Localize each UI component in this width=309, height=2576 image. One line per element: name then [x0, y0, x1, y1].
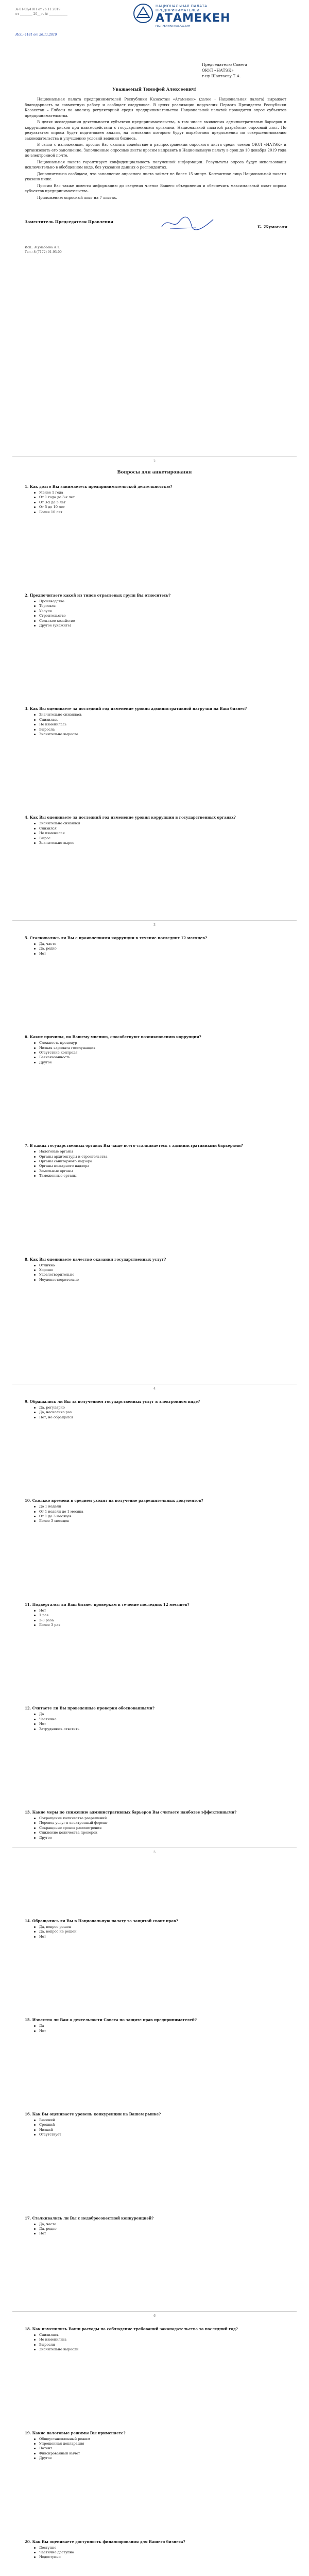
question-block: [25, 936, 286, 956]
answer-option[interactable]: Не изменилась: [34, 722, 286, 727]
letter-paragraph: Национальная палата гарантирует конфиденциальность полученной информации. Результаты опроса будут использованы исключительно в обобщенном виде, без указания данных о респондентах.: [25, 160, 286, 170]
answer-option[interactable]: Высокий: [34, 2118, 286, 2123]
answer-option[interactable]: Нет, не обращался: [34, 1415, 286, 1420]
answer-options: [25, 2333, 286, 2352]
answer-options: [25, 1925, 286, 1939]
answer-option[interactable]: Перевод услуг в электронный формат: [34, 1821, 286, 1825]
answer-option[interactable]: Да, вопрос не решен: [34, 1929, 286, 1934]
question-block: [25, 1257, 286, 1283]
question-text: 2. Предпочитаете какой из типов отраслевых групп Вы относитесь?: [25, 593, 171, 598]
answer-option[interactable]: Налоговые органы: [34, 1149, 286, 1154]
answer-option[interactable]: Другое: [34, 1060, 286, 1065]
answer-option[interactable]: От 5 до 10 лет: [34, 505, 286, 510]
question-text: 19. Какие налоговые режимы Вы применяете?: [25, 2430, 126, 2435]
question-block: [25, 1706, 286, 1732]
answer-option[interactable]: Более 3 месяцев: [34, 1519, 286, 1523]
answer-option[interactable]: Нет: [34, 1722, 286, 1726]
page-number: 6: [153, 2314, 156, 2318]
answer-option[interactable]: Строительство: [34, 614, 286, 618]
page-number: 3: [153, 923, 156, 927]
question-text: 7. В каких государственных органах Вы чаще всего сталкиваетесь с административными барьерами?: [25, 1143, 243, 1148]
answer-options: [25, 2437, 286, 2461]
answer-option[interactable]: Земельные органы: [34, 1169, 286, 1174]
answer-option[interactable]: 2-3 раза: [34, 1618, 286, 1623]
answer-option[interactable]: Сельское хозяйство: [34, 619, 286, 623]
answer-option[interactable]: Торговля: [34, 604, 286, 608]
answer-options: [25, 1712, 286, 1732]
answer-options: [25, 490, 286, 515]
answer-option[interactable]: Другое: [34, 2456, 286, 2461]
question-text: 9. Обращались ли Вы за получением государственных услуг в электронном виде?: [25, 1399, 200, 1404]
answer-option[interactable]: Да, часто: [34, 942, 286, 946]
question-text: 10. Сколько времени в среднем уходит на получение разрешительных документов?: [25, 1498, 203, 1503]
answer-option[interactable]: Другое (укажите): [34, 623, 286, 628]
answer-option[interactable]: Да: [34, 1712, 286, 1717]
answer-option[interactable]: От 1 до 3 месяцев: [34, 1514, 286, 1519]
letter-paragraph: В целях исследования деятельности субъектов предпринимательства, в том числе выявления административных барьеров и коррупционных рисков при взаимодействии с государственными органами, Национальной палатой разработан опросный лист. По результатам опроса будет подготовлен анализ, на основании которого будут выработаны предложения по совершенствованию законодательства и улучшению условий ведения бизнеса.: [25, 120, 286, 141]
question-text: 17. Сталкивались ли Вы с недобросовестной конкуренцией?: [25, 2215, 154, 2221]
answer-option[interactable]: Нет: [34, 2231, 286, 2236]
addressee-line: Председателю Совета: [202, 62, 247, 67]
registration-stamp: Исх.: 4181 от 26.11.2019: [15, 33, 57, 37]
logo-sub: РЕСПУБЛИКИ КАЗАХСТАН: [156, 25, 191, 28]
question-block: [25, 2431, 286, 2461]
answer-option[interactable]: Вырос: [34, 836, 286, 841]
question-text: 8. Как Вы оцениваете качество оказания государственных услуг?: [25, 1257, 166, 1262]
answer-options: [25, 1405, 286, 1420]
answer-option[interactable]: Отсутствует: [34, 2132, 286, 2137]
header-meta-line: от ________ 20__ г. № ____________: [15, 12, 67, 16]
question-block: [25, 1399, 286, 1420]
question-text: 18. Как изменились Ваши расходы на соблюдение требований законодательства за последний год?: [25, 2327, 238, 2331]
answer-option[interactable]: Сокращение сроков рассмотрения: [34, 1826, 286, 1831]
question-block: [25, 2539, 286, 2560]
page-number: 2: [153, 460, 156, 463]
letter-paragraph: Приложение: опросный лист на 7 листах.: [37, 195, 117, 200]
question-text: 15. Известно ли Вам о деятельности Совета по защите прав предпринимателей?: [25, 2018, 197, 2023]
letter-body: [25, 97, 286, 201]
answer-option[interactable]: Нет: [34, 952, 286, 956]
atameken-logo: [133, 3, 231, 28]
answer-option[interactable]: Значительно снизилась: [34, 713, 286, 717]
answer-options: [25, 1263, 286, 1283]
answer-option[interactable]: Частично доступно: [34, 2550, 286, 2555]
answer-option[interactable]: Упрощенная декларация: [34, 2442, 286, 2446]
answer-option[interactable]: Значительно выросла: [34, 732, 286, 737]
question-block: [25, 815, 286, 845]
answer-options: [25, 1504, 286, 1524]
letter-paragraph: Просим Вас также довести информацию до сведения членов Вашего объединения и обеспечить максимальный охват опроса субъектов предпринимательства.: [25, 183, 286, 193]
answer-option[interactable]: Частично: [34, 1717, 286, 1722]
answer-option[interactable]: Да, редко: [34, 2227, 286, 2231]
answer-options: [25, 2118, 286, 2138]
answer-option[interactable]: Нет: [34, 2029, 286, 2033]
answer-option[interactable]: От 1 недели до 1 месяца: [34, 1510, 286, 1514]
addressee-line: г-ну Шалтаеву Т.А.: [202, 74, 241, 78]
answer-option[interactable]: Нет: [34, 1935, 286, 1939]
answer-option[interactable]: Фиксированный вычет: [34, 2451, 286, 2456]
addressee-line: ОЮЛ «НАТЭК»: [202, 68, 234, 73]
answer-option[interactable]: Низкая зарплата госслужащих: [34, 1046, 286, 1050]
answer-option[interactable]: Снижение количества проверок: [34, 1831, 286, 1835]
answer-option[interactable]: Неудовлетворительно: [34, 1278, 286, 1282]
header-meta-line: № 01-05/4181 от 26.11.2019: [15, 8, 61, 11]
answer-option[interactable]: Средний: [34, 2123, 286, 2127]
answer-option[interactable]: Другое: [34, 1836, 286, 1840]
answer-option[interactable]: Значительно вырос: [34, 841, 286, 845]
header-meta: [15, 7, 113, 16]
answer-option[interactable]: Снизились: [34, 2333, 286, 2337]
answer-option[interactable]: Снизилась: [34, 718, 286, 722]
question-block: [25, 2327, 286, 2352]
answer-options: [25, 821, 286, 845]
question-block: [25, 1810, 286, 1840]
answer-option[interactable]: Выросла: [34, 727, 286, 732]
answer-options: [25, 1816, 286, 1840]
answer-option[interactable]: Доступно: [34, 2546, 286, 2550]
logo-org: НАЦИОНАЛЬНАЯ ПАЛАТА ПРЕДПРИНИМАТЕЛЕЙ: [156, 4, 208, 12]
question-text: 1. Как долго Вы занимаетесь предпринимательской деятельностью?: [25, 484, 173, 489]
executor: [25, 245, 62, 255]
answer-option[interactable]: Снизился: [34, 826, 286, 831]
question-text: 12. Считаете ли Вы проведенные проверки обоснованными?: [25, 1706, 154, 1711]
answer-option[interactable]: Не изменился: [34, 831, 286, 836]
question-block: [25, 484, 286, 515]
answer-option[interactable]: От 1 года до 3-х лет: [34, 495, 286, 500]
answer-option[interactable]: Безнаказанность: [34, 1055, 286, 1060]
question-block: [25, 2018, 286, 2033]
answer-option[interactable]: От 3-х до 5 лет: [34, 500, 286, 505]
answer-option[interactable]: Менее 1 года: [34, 490, 286, 495]
question-block: [25, 1143, 286, 1178]
question-text: 6. Какие причины, по Вашему мнению, способствуют возникновению коррупции?: [25, 1035, 201, 1040]
letter-paragraph: Дополнительно сообщаем, что заполнение опросного листа займет не более 15 минут. Контактное лицо Национальной палаты указано ниже.: [25, 172, 286, 181]
addressee: [202, 62, 284, 79]
answer-option[interactable]: Да: [34, 2024, 286, 2028]
letter-paragraph: В связи с изложенным, просим Вас оказать содействие в распространении опросного листа среди членов ОЮЛ «НАТЭК» и организовать его заполнение. Заполненные опросные листы просим направить в Национальную палату в срок до 10 декабря 2019 года по электронной почте.: [25, 143, 286, 158]
question-text: 13. Какие меры по снижению административных барьеров Вы считаете наиболее эффективными?: [25, 1810, 237, 1815]
answer-option[interactable]: Более 10 лет: [34, 510, 286, 515]
question-block: [25, 1498, 286, 1524]
answer-option[interactable]: Таможенные органы: [34, 1174, 286, 1178]
answer-option[interactable]: 1 раз: [34, 1613, 286, 1618]
question-text: 5. Сталкивались ли Вы с проявлениями коррупции в течение последних 12 месяцев?: [25, 936, 208, 940]
answer-option[interactable]: Органы архитектуры и строительства: [34, 1155, 286, 1159]
question-text: 20. Как Вы оцениваете доступность финансирования для Вашего бизнеса?: [25, 2539, 185, 2544]
answer-option[interactable]: Низкий: [34, 2128, 286, 2132]
closing-position: Заместитель Председателя Правления: [25, 219, 113, 224]
question-text: 16. Как Вы оцениваете уровень конкуренции на Вашем рынке?: [25, 2112, 161, 2116]
answer-option[interactable]: Да, несколько раз: [34, 1410, 286, 1415]
page-break: [12, 920, 297, 921]
page-break: [12, 2311, 297, 2312]
answer-options: [25, 942, 286, 956]
answer-options: [25, 2222, 286, 2236]
answer-option[interactable]: Более 3 раз: [34, 1623, 286, 1628]
atameken-emblem-icon: [133, 3, 153, 24]
answer-option[interactable]: Не изменились: [34, 2337, 286, 2342]
page-break: [12, 456, 297, 457]
page-number: 5: [153, 1851, 156, 1854]
answer-option[interactable]: Общеустановленный режим: [34, 2437, 286, 2442]
answer-option[interactable]: Отсутствие контроля: [34, 1050, 286, 1055]
answer-option[interactable]: Патент: [34, 2446, 286, 2451]
letter-paragraph: Национальная палата предпринимателей Республики Казахстан «Атамекен» (далее - Национальная палата) выражает благодарность за совместную работу и сообщает следующее. В целях реализации поручения Первого Президента Республики Казахстан – Елбасы по анализу регуляторной среды предпринимательства Национальной палатой проводится опрос субъектов предпринимательства.: [25, 97, 286, 118]
closing-name: Б. Жумагали: [258, 225, 287, 229]
answer-option[interactable]: Сокращение количества разрешений: [34, 1816, 286, 1821]
answer-option[interactable]: До 1 недели: [34, 1504, 286, 1509]
answer-option[interactable]: Органы пожарного надзора: [34, 1164, 286, 1168]
question-block: [25, 1919, 286, 1939]
question-block: [25, 1602, 286, 1628]
answer-options: [25, 713, 286, 737]
logo-name: АТАМЕКЕН: [156, 12, 231, 25]
answer-option[interactable]: Выросли: [34, 2343, 286, 2347]
answer-option[interactable]: Органы санитарного надзора: [34, 1159, 286, 1164]
answer-option[interactable]: Да, регулярно: [34, 1405, 286, 1410]
answer-option[interactable]: Затрудняюсь ответить: [34, 1727, 286, 1732]
question-text: 3. Как Вы оцениваете за последний год изменение уровня административной нагрузки на Ваш бизнес?: [25, 706, 247, 711]
question-block: [25, 593, 286, 628]
executor-line: Исп.: Жумабаева А.Т.: [25, 246, 60, 249]
question-text: 4. Как Вы оцениваете за последний год изменение уровня коррупции в государственных органах?: [25, 815, 236, 820]
answer-option[interactable]: Хорошо: [34, 1268, 286, 1273]
answer-option[interactable]: Да, часто: [34, 2222, 286, 2227]
answer-option[interactable]: Сложность процедур: [34, 1041, 286, 1045]
answer-options: [25, 2024, 286, 2033]
answer-option[interactable]: Удовлетворительно: [34, 1273, 286, 1277]
page-number: 4: [153, 1387, 156, 1391]
answer-option[interactable]: Да, редко: [34, 946, 286, 951]
question-text: 11. Подвергался ли Ваш бизнес проверкам в течение последних 12 месяцев?: [25, 1602, 190, 1607]
answer-option[interactable]: Нет: [34, 1608, 286, 1613]
executor-line: Тел.: 8 (7172) 91-93-00: [25, 250, 62, 254]
answer-option[interactable]: Да, вопрос решен: [34, 1925, 286, 1929]
answer-option[interactable]: Недоступно: [34, 2555, 286, 2560]
answer-options: [25, 2546, 286, 2560]
question-block: [25, 2112, 286, 2138]
answer-options: [25, 1149, 286, 1178]
answer-options: [25, 1041, 286, 1065]
answer-option[interactable]: Значительно снизился: [34, 821, 286, 826]
question-text: 14. Обращались ли Вы в Национальную палату за защитой своих прав?: [25, 1919, 178, 1923]
answer-options: [25, 1608, 286, 1628]
answer-options: [25, 599, 286, 628]
questionnaire-title: Вопросы для анкетирования: [117, 470, 192, 475]
greeting: Уважаемый Тимофей Алексеевич!: [112, 87, 197, 92]
answer-option[interactable]: Значительно выросли: [34, 2347, 286, 2352]
question-block: [25, 706, 286, 737]
answer-option[interactable]: Услуги: [34, 609, 286, 614]
question-block: [25, 1035, 286, 1065]
question-block: [25, 2216, 286, 2236]
answer-option[interactable]: Производство: [34, 599, 286, 604]
closing: [25, 219, 287, 229]
answer-option[interactable]: Отлично: [34, 1263, 286, 1268]
